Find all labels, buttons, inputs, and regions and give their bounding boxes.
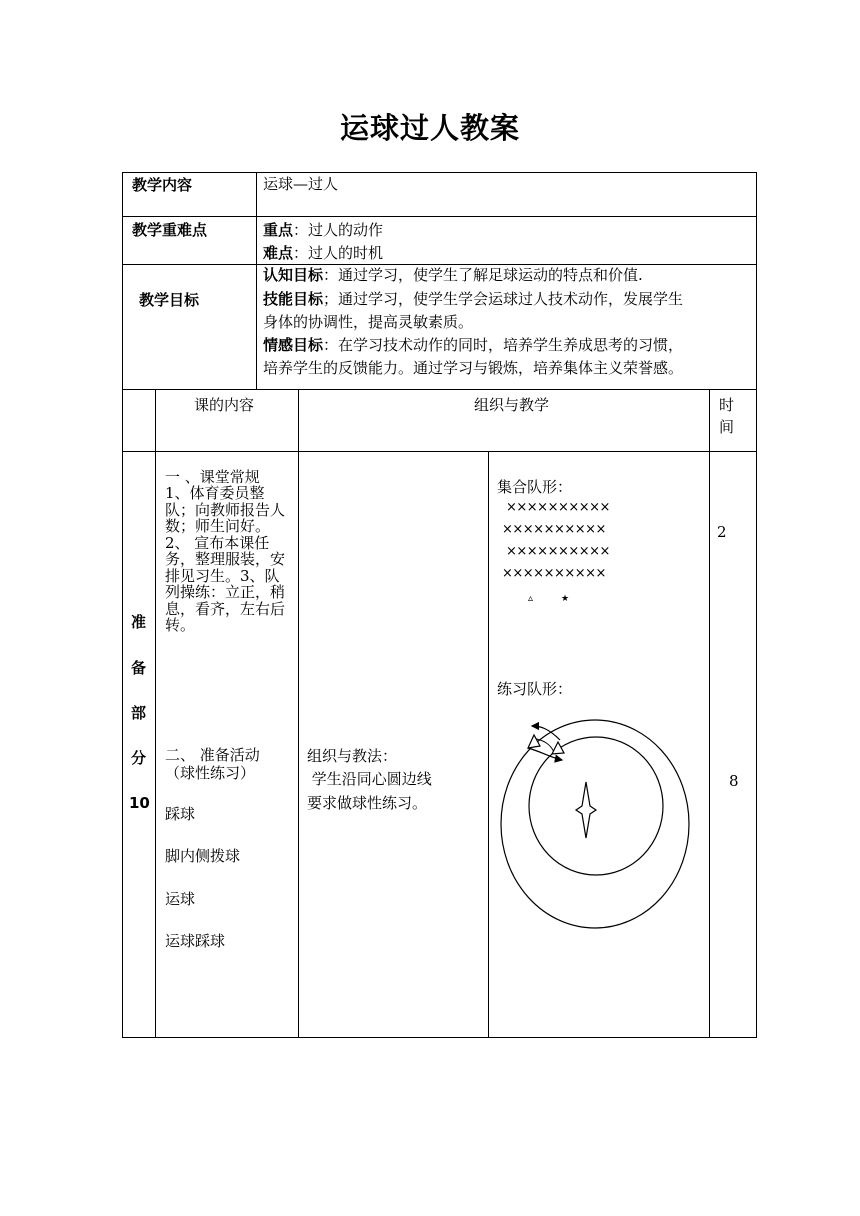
header-content: 课的内容 [194, 396, 255, 414]
triangle-icon: ▵ [528, 593, 534, 604]
emotion-label: 情感目标 [263, 336, 324, 354]
focus-line [263, 221, 383, 239]
star-icon: ★ [561, 594, 570, 604]
practice-label: 练习队形： [497, 680, 573, 698]
exercise-item: 运球 [165, 890, 196, 908]
content-value: 运球—过人 [263, 175, 339, 193]
skill-text-cont: 身体的协调性，提高灵敏素质。 [263, 313, 474, 331]
focus-label: 重点 [263, 221, 294, 239]
triangle-icon [552, 742, 564, 754]
section-char-4: 分 [131, 749, 147, 767]
objectives-label: 教学目标 [139, 291, 200, 309]
cognitive-label: 认知目标 [263, 266, 324, 284]
formation-row: ×××××××××× [506, 544, 610, 559]
inner-circle [529, 737, 663, 875]
difficulty-line [263, 244, 383, 262]
section-char-1: 准 [131, 613, 147, 631]
focus-value: ：过人的动作 [293, 221, 384, 239]
page-title: 运球过人教案 [339, 111, 520, 145]
emotion-line [263, 336, 683, 354]
formation-row: ×××××××××× [506, 500, 610, 515]
time-warmup: 8 [729, 772, 739, 790]
cognitive-line [263, 266, 643, 284]
formation-row: ×××××××××× [502, 566, 606, 581]
section-char-3: 部 [131, 704, 147, 722]
exercise-item: 脚内侧拨球 [165, 847, 241, 865]
section-minutes: 10 [129, 794, 150, 812]
difficulty-value: ：过人的时机 [293, 244, 384, 262]
method-title: 组织与教法： [307, 747, 398, 765]
difficulty-label: 难点 [263, 244, 294, 262]
key-points-label: 教学重难点 [132, 221, 208, 239]
header-time-2: 间 [719, 418, 735, 436]
emotion-text: ：在学习技术动作的同时，培养学生养成思考的习惯， [323, 336, 684, 354]
section-char-2: 备 [131, 659, 147, 677]
compass-star-icon [576, 782, 596, 838]
skill-line [263, 290, 683, 308]
exercise-item: 踩球 [165, 805, 196, 823]
time-routine: 2 [717, 523, 727, 541]
formation-row: ×××××××××× [502, 522, 606, 537]
routine-title: 一 、课堂常规 [165, 468, 260, 486]
practice-formation-diagram [490, 710, 705, 935]
header-organization: 组织与教学 [474, 396, 550, 414]
skill-text: ；通过学习，使学生学会运球过人技术动作，发展学生 [323, 290, 684, 308]
method-line-1: 学生沿同心圆边线 [307, 770, 432, 788]
cognitive-text: ：通过学习，使学生了解足球运动的特点和价值. [323, 266, 643, 284]
routine-body: 1、体育委员整队；向教师报告人数；师生问好。2、 宣布本课任务，整理服装，安排见习生。3、队列操练：立正，稍息，看齐，左右后转。 [165, 484, 286, 634]
triangle-icon [528, 735, 540, 748]
header-time: 时 [719, 396, 735, 414]
content-label: 教学内容 [132, 176, 193, 194]
emotion-text-cont: 培养学生的反馈能力。通过学习与锻炼，培养集体主义荣誉感。 [263, 359, 684, 377]
warmup-subtitle: （球性练习） [165, 764, 256, 782]
warmup-title: 二、 准备活动 [165, 746, 260, 764]
gather-label: 集合队形： [497, 478, 573, 496]
exercise-item: 运球踩球 [165, 932, 226, 950]
method-line-2: 要求做球性练习。 [307, 794, 428, 812]
skill-label: 技能目标 [263, 290, 324, 308]
